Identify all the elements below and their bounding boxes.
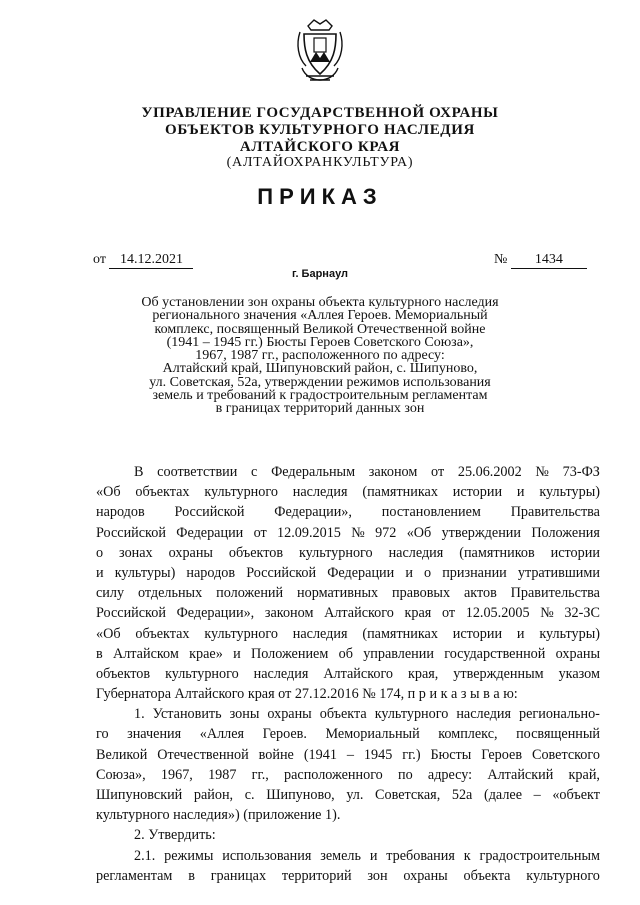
body-text-line: культурного наследия») (приложение 1).	[96, 807, 341, 824]
subject-line: земель и требований к градостроительным регламентам	[152, 388, 488, 404]
subject-line: ул. Советская, 52а, утверждении режимов использования	[149, 374, 491, 390]
document-number: 1434	[511, 252, 587, 269]
body-text-line: 2. Утвердить:	[134, 827, 216, 844]
number-field	[494, 252, 587, 269]
body-text-line: Союза», 1967, 1987 гг., расположенного по адресу: Алтайский край,	[96, 766, 600, 783]
document-date: 14.12.2021	[109, 252, 193, 269]
body-text-line: регламентам в границах территорий зон охраны объекта культурного	[96, 867, 600, 884]
agency-name-line-2: ОБЪЕКТОВ КУЛЬТУРНОГО НАСЛЕДИЯ	[165, 122, 475, 138]
subject-line: в границах территорий данных зон	[215, 401, 425, 417]
subject-line: комплекс, посвященный Великой Отечественной войне	[154, 321, 486, 337]
agency-short-name: (АЛТАЙОХРАНКУЛЬТУРА)	[226, 155, 414, 170]
coat-of-arms-emblem	[296, 18, 344, 90]
date-field	[93, 252, 193, 269]
body-text-line: в Алтайском крае» и Положением об управлении государственной охраны	[96, 645, 600, 662]
subject-line: Алтайский край, Шипуновский район, с. Шипуново,	[162, 361, 478, 377]
body-text-line: объектов культурного наследия Алтайского края, утвержденным указом	[96, 665, 600, 682]
document-type-title: ПРИКАЗ	[257, 184, 383, 209]
document-subject	[140, 296, 500, 416]
body-text-line: В соответствии с Федеральным законом от 25.06.2002 № 73-ФЗ	[134, 464, 600, 480]
body-text-line: и культуры) народов Российской Федерации и о признании утратившими	[96, 564, 600, 581]
body-text-line: Великой Отечественной войне (1941 – 1945 гг.) Бюсты Героев Советского	[96, 746, 600, 763]
agency-name-line-1: УПРАВЛЕНИЕ ГОСУДАРСТВЕННОЙ ОХРАНЫ	[141, 105, 499, 121]
subject-line: Об установлении зон охраны объекта культурного наследия	[141, 295, 499, 310]
body-text-line: Губернатора Алтайского края от 27.12.2016 № 174, п р и к а з ы в а ю:	[96, 686, 518, 703]
number-prefix: №	[494, 252, 508, 267]
body-text-line: народов Российской Федерации», постановлением Правительства	[96, 504, 600, 521]
issue-city: г. Барнаул	[291, 268, 349, 280]
body-text-line: Шипуновский район, с. Шипуново, ул. Советская, 52а (далее – «объект	[96, 787, 600, 803]
agency-name-line-3: АЛТАЙСКОГО КРАЯ	[239, 139, 401, 155]
body-text-line: Российской Федерации», законом Алтайского края от 12.05.2005 № 32-ЗС	[96, 605, 600, 622]
body-text-line: о зонах охраны объектов культурного наследия (памятников истории	[96, 544, 600, 561]
body-text-line: «Об объектах культурного наследия (памятниках истории и культуры)	[96, 484, 600, 501]
body-text-line: 1. Установить зоны охраны объекта культурного наследия регионально-	[134, 706, 600, 723]
subject-line: (1941 – 1945 гг.) Бюсты Героев Советского Союза»,	[166, 334, 474, 350]
date-prefix: от	[93, 252, 106, 267]
body-text-line: силу отдельных положений нормативных правовых актов Правительства	[96, 585, 600, 602]
body-text-line: Российской Федерации от 12.09.2015 № 972 «Об утверждении Положения	[96, 524, 600, 541]
subject-line: 1967, 1987 гг., расположенного по адресу:	[195, 348, 445, 364]
body-text-line: го значения «Аллея Героев. Мемориальный комплекс, посвященный	[96, 726, 600, 743]
body-text-line: «Об объектах культурного наследия (памятниках истории и культуры)	[96, 625, 600, 642]
body-text-line: 2.1. режимы использования земель и требования к градостроительным	[134, 847, 600, 864]
document-body	[96, 462, 600, 886]
subject-line: регионального значения «Аллея Героев. Мемориальный	[152, 308, 488, 324]
